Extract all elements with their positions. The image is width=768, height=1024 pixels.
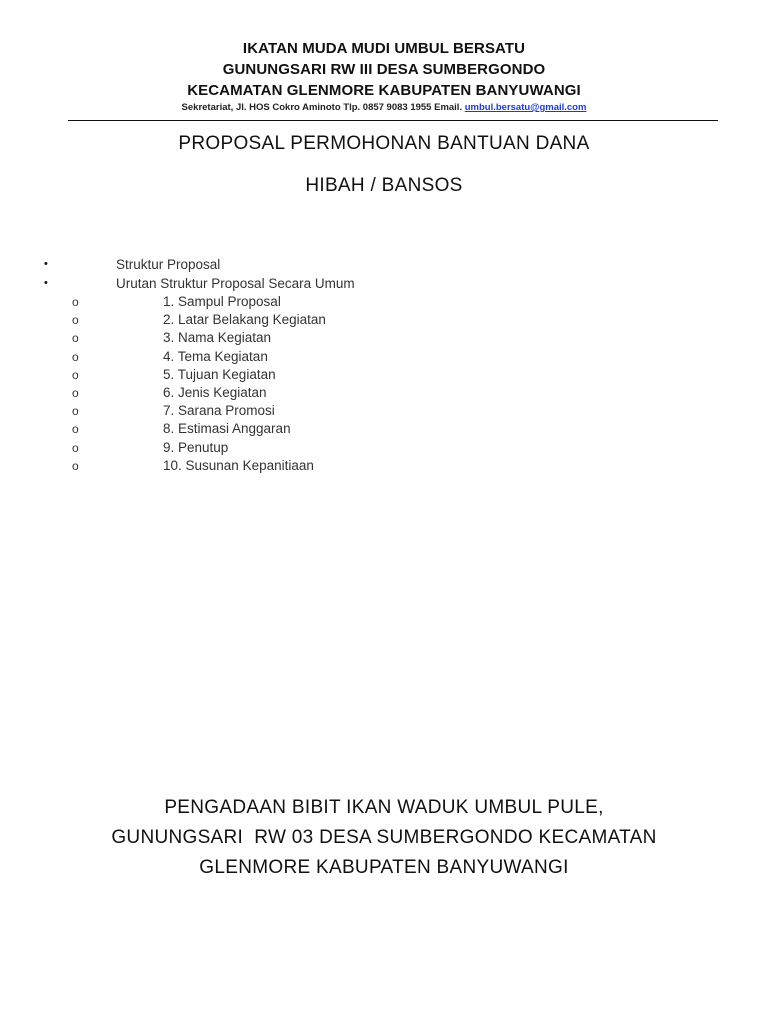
circle-bullet-icon: o [72,404,79,419]
sub-list-item-text: 4. Tema Kegiatan [163,348,268,364]
structure-list [0,255,768,475]
sub-list-item [0,366,768,384]
sub-list-item-text: 2. Latar Belakang Kegiatan [163,312,326,328]
proposal-subtitle: HIBAH / BANSOS [305,175,463,196]
contact-text: Sekretariat, Jl. HOS Cokro Aminoto Tlp. 0857 9083 1955 Email. [181,102,463,113]
circle-bullet-icon: o [72,367,79,382]
organization-name: IKATAN MUDA MUDI UMBUL BERSATU [242,40,526,57]
sub-list-item-text: 5. Tujuan Kegiatan [163,366,276,382]
letterhead [0,38,768,115]
sub-list-item [0,348,768,366]
list-item [0,255,768,274]
sub-list-item-text: 8. Estimasi Anggaran [163,421,291,437]
sub-list-item-text: 9. Penutup [163,439,229,455]
list-item-text: Struktur Proposal [116,257,221,272]
circle-bullet-icon: o [72,422,79,437]
sub-list-item [0,311,768,329]
sub-list-item [0,457,768,475]
contact-line [0,101,768,115]
project-title-line-3: GLENMORE KABUPATEN BANYUWANGI [199,857,569,878]
project-title-line-2: GUNUNGSARI RW 03 DESA SUMBERGONDO KECAMATAN [111,827,657,848]
circle-bullet-icon: o [72,458,79,473]
sub-list-item-text: 7. Sarana Promosi [163,403,275,419]
circle-bullet-icon: o [72,313,79,328]
proposal-title: PROPOSAL PERMOHONAN BANTUAN DANA [178,133,590,154]
bullet-icon: • [44,258,48,270]
circle-bullet-icon: o [72,440,79,455]
sub-list-item [0,329,768,347]
circle-bullet-icon: o [72,385,79,400]
list-item-text: Urutan Struktur Proposal Secara Umum [116,276,355,291]
sub-list-item [0,439,768,457]
circle-bullet-icon: o [72,349,79,364]
sub-list-item [0,293,768,311]
organization-region-line: KECAMATAN GLENMORE KABUPATEN BANYUWANGI [187,82,581,99]
circle-bullet-icon: o [72,295,79,309]
sub-list-item-text: 3. Nama Kegiatan [163,330,272,346]
sub-list-item-text: 10. Susunan Kepanitiaan [163,457,314,473]
project-title-line-1: PENGADAAN BIBIT IKAN WADUK UMBUL PULE, [164,797,604,818]
sub-list-item [0,402,768,420]
sub-list-item-text: 1. Sampul Proposal [163,294,281,309]
letterhead-divider [68,120,718,121]
sub-list-item [0,420,768,438]
bullet-icon: • [44,277,48,289]
email-link[interactable]: umbul.bersatu@gmail.com [464,102,587,113]
circle-bullet-icon: o [72,331,79,346]
sub-list-item-text: 6. Jenis Kegiatan [163,384,267,400]
sub-list-item [0,384,768,402]
list-item [0,274,768,293]
project-title [0,793,768,883]
organization-address-line: GUNUNGSARI RW III DESA SUMBERGONDO [222,61,546,78]
